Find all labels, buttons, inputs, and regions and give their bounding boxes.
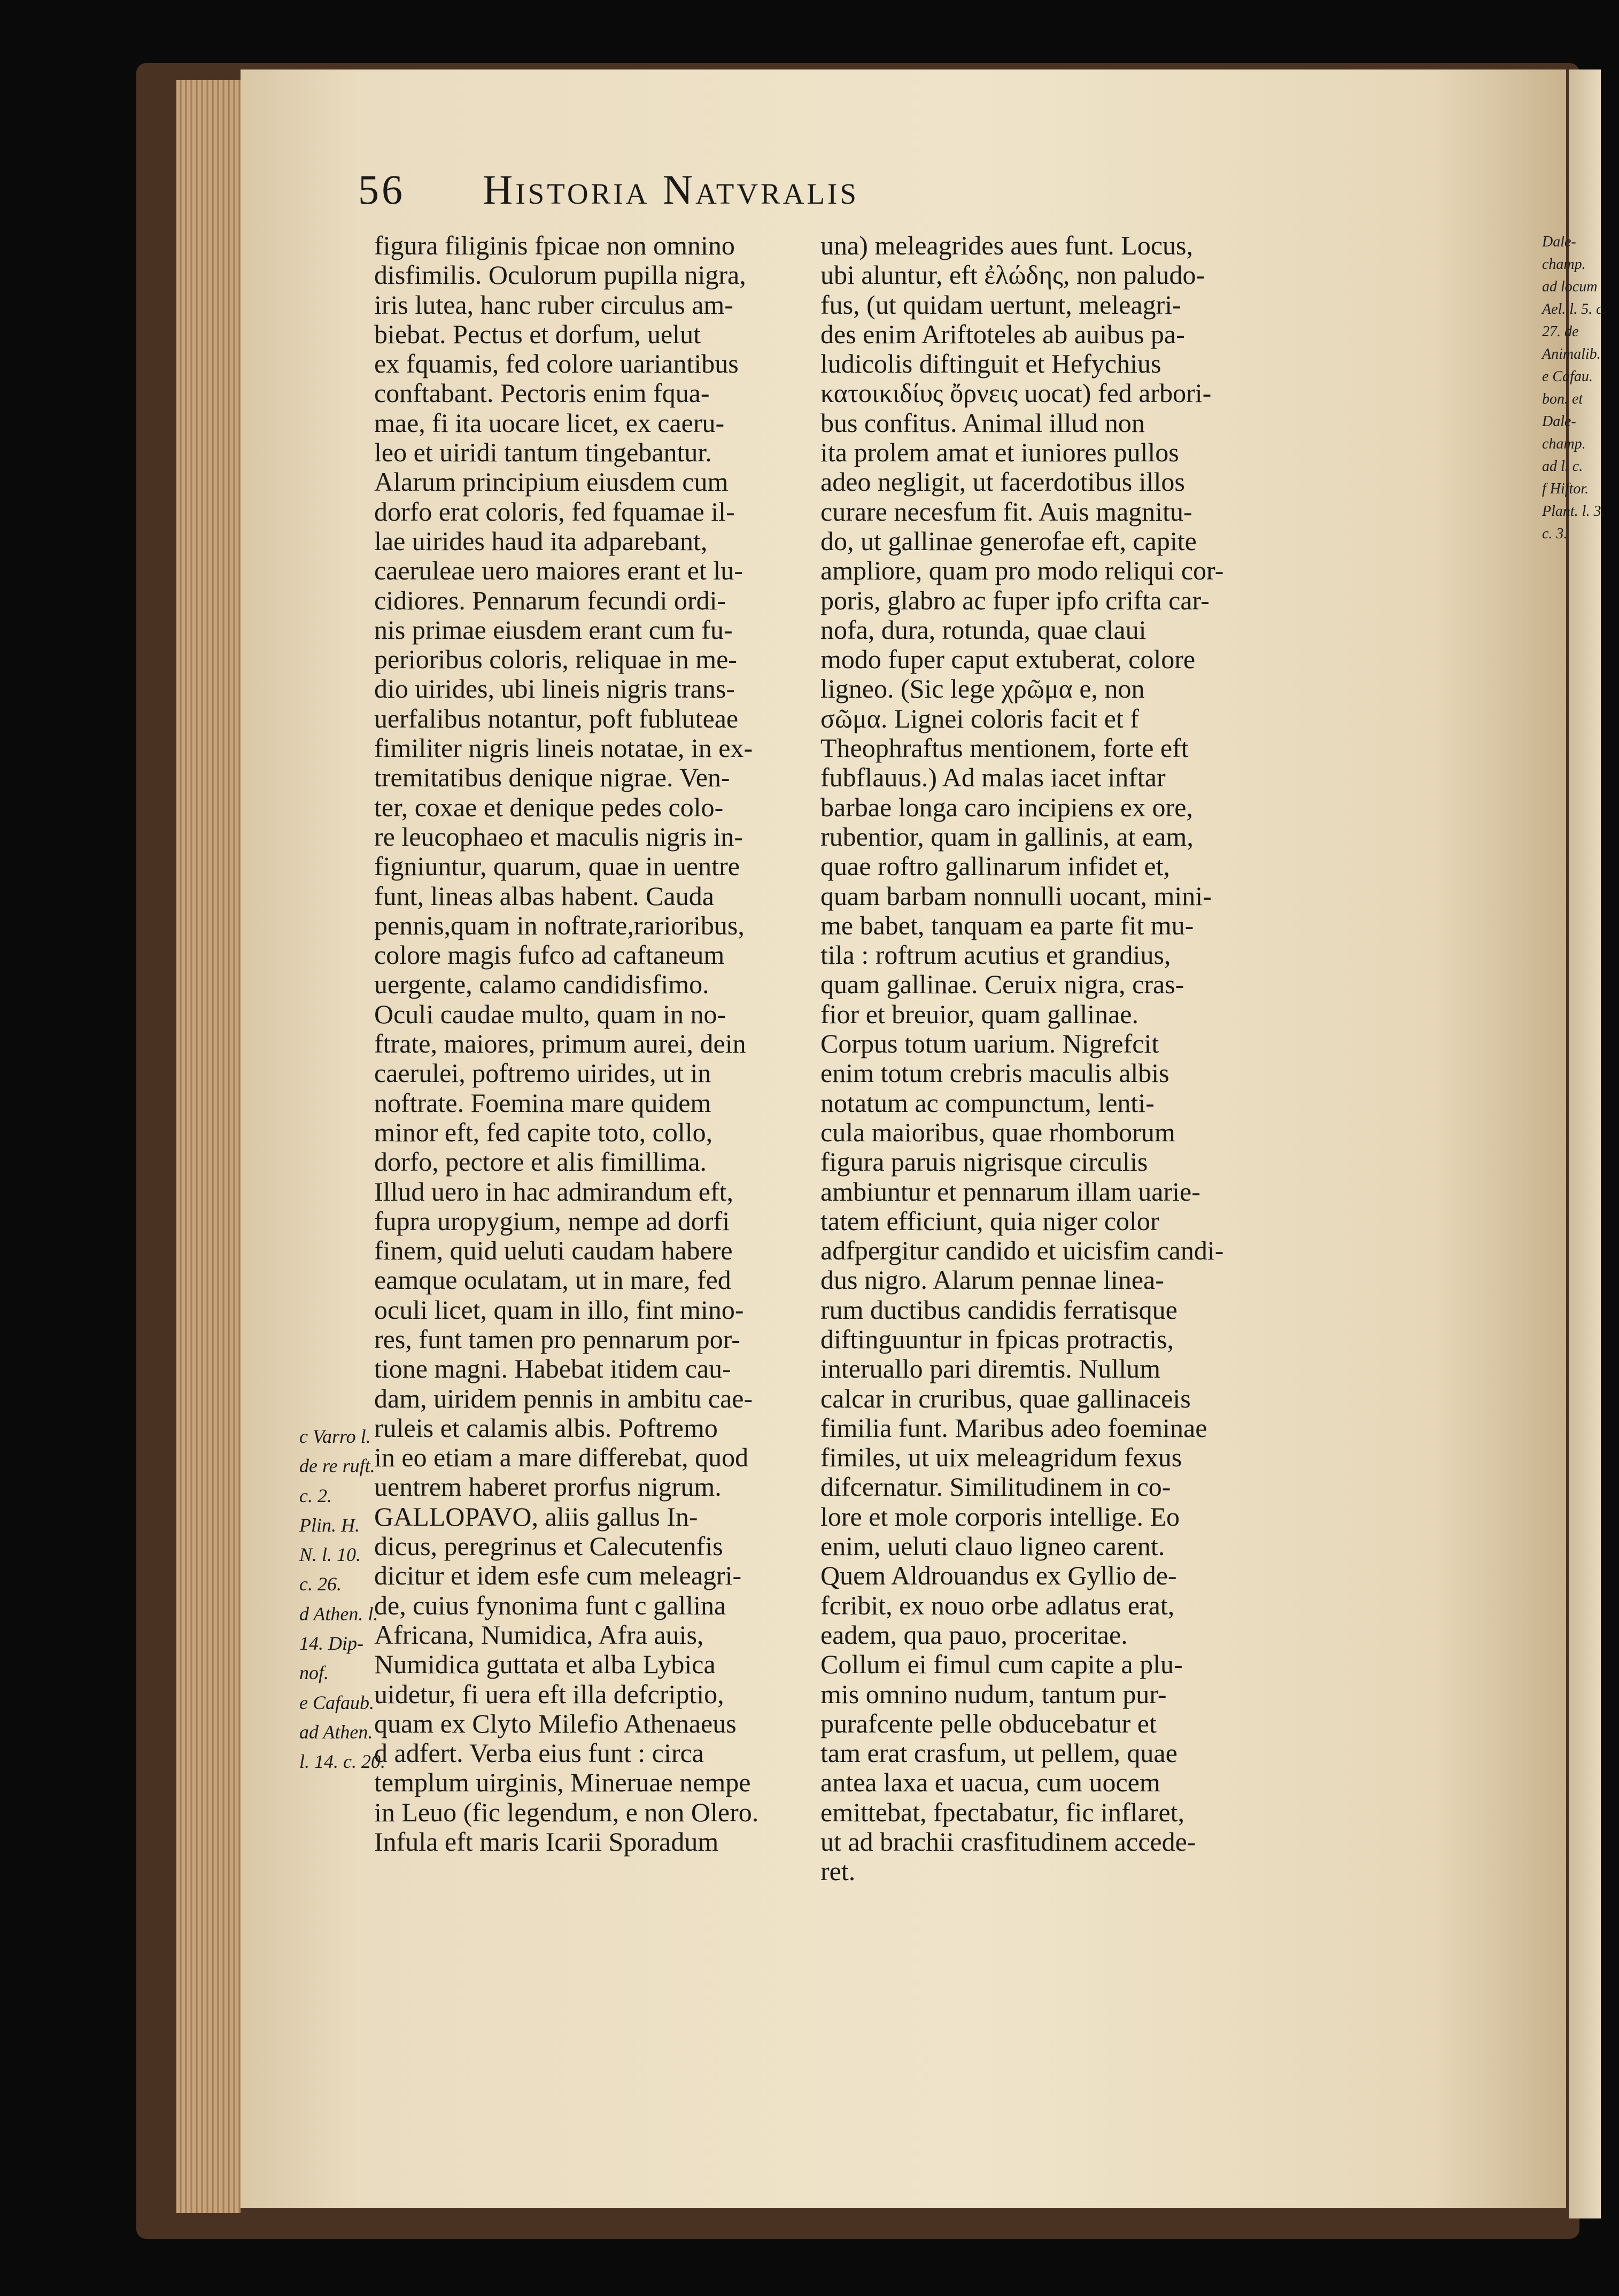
margin-note: de re ruft. bbox=[299, 1455, 375, 1477]
text-line: ruleis et calamis albis. Poftremo bbox=[374, 1412, 718, 1443]
text-line: re leucophaeo et maculis nigris in- bbox=[374, 821, 743, 852]
text-line: figura paruis nigrisque circulis bbox=[820, 1147, 1148, 1177]
text-line: quae roftro gallinarum infidet et, bbox=[820, 851, 1170, 882]
text-line: diftinguuntur in fpicas protractis, bbox=[820, 1324, 1174, 1354]
text-line: fimilia funt. Maribus adeo foeminae bbox=[820, 1412, 1207, 1443]
text-line: Theophraftus mentionem, forte eft bbox=[820, 733, 1189, 763]
text-column-left bbox=[374, 231, 861, 1857]
margin-notes-left bbox=[299, 1422, 390, 1777]
text-line: nis primae eiusdem erant cum fu- bbox=[374, 614, 733, 645]
text-line: noftrate. Foemina mare quidem bbox=[374, 1087, 711, 1118]
text-line: tremitatibus denique nigrae. Ven- bbox=[374, 762, 730, 793]
text-line: dam, uiridem pennis in ambitu cae- bbox=[374, 1383, 753, 1413]
text-line: tatem efficiunt, quia niger color bbox=[820, 1205, 1159, 1236]
margin-note: Plin. H. bbox=[299, 1514, 360, 1536]
text-line: difcernatur. Similitudinem in co- bbox=[820, 1472, 1171, 1502]
margin-note: c. 2. bbox=[299, 1485, 332, 1506]
text-line: tam erat crasfum, ut pellem, quae bbox=[820, 1738, 1178, 1768]
margin-note: nof. bbox=[299, 1662, 329, 1684]
text-line: κατοικιδίυς ὄρνεις uocat) fed arbori- bbox=[820, 378, 1212, 408]
text-line: in eo etiam a mare differebat, quod bbox=[374, 1442, 749, 1473]
margin-note: 27. de bbox=[1542, 323, 1579, 340]
text-line: finem, quid ueluti caudam habere bbox=[374, 1235, 733, 1266]
text-line: Corpus totum uarium. Nigrefcit bbox=[820, 1029, 1159, 1059]
text-line: pennis,quam in noftrate,rarioribus, bbox=[374, 910, 745, 940]
text-line: funt, lineas albas habent. Cauda bbox=[374, 880, 714, 911]
text-line: fubflauus.) Ad malas iacet inftar bbox=[820, 762, 1166, 793]
text-line: templum uirginis, Mineruae nempe bbox=[374, 1767, 751, 1798]
text-line: figura filiginis fpicae non omnino bbox=[374, 230, 735, 260]
text-line: Oculi caudae multo, quam in no- bbox=[374, 999, 726, 1029]
text-line: una) meleagrides aues funt. Locus, bbox=[820, 230, 1193, 260]
text-line: enim, ueluti clauo ligneo carent. bbox=[820, 1531, 1165, 1561]
text-line: fupra uropygium, nempe ad dorfi bbox=[374, 1205, 730, 1236]
text-line: des enim Ariftoteles ab auibus pa- bbox=[820, 319, 1185, 349]
margin-note: Animalib. bbox=[1542, 346, 1601, 362]
text-line: cidiores. Pennarum fecundi ordi- bbox=[374, 585, 726, 615]
text-line: ret. bbox=[820, 1856, 856, 1887]
text-line: Africana, Numidica, Afra auis, bbox=[374, 1619, 704, 1650]
text-line: caeruleae uero maiores erant et lu- bbox=[374, 555, 743, 586]
text-line: lae uirides haud ita adparebant, bbox=[374, 525, 708, 556]
text-line: quam barbam nonnulli uocant, mini- bbox=[820, 880, 1212, 911]
text-line: Alarum principium eiusdem cum bbox=[374, 467, 729, 497]
margin-note: c Varro l. bbox=[299, 1426, 371, 1447]
text-line: Infula eft maris Icarii Sporadum bbox=[374, 1827, 719, 1857]
text-line: fus, (ut quidam uertunt, meleagri- bbox=[820, 289, 1181, 320]
text-line: fimiliter nigris lineis notatae, in ex- bbox=[374, 733, 753, 763]
margin-note: ad Athen. bbox=[299, 1721, 373, 1743]
margin-note: d Athen. l. bbox=[299, 1603, 378, 1625]
text-line: caerulei, poftremo uirides, ut in bbox=[374, 1058, 711, 1088]
text-line: Illud uero in hac admirandum eft, bbox=[374, 1176, 733, 1207]
text-line: dio uirides, ubi lineis nigris trans- bbox=[374, 674, 735, 704]
text-line: interuallo pari diremtis. Nullum bbox=[820, 1354, 1160, 1384]
text-line: in Leuo (fic legendum, e non Olero. bbox=[374, 1797, 759, 1827]
text-line: rum ductibus candidis ferratisque bbox=[820, 1294, 1178, 1325]
margin-note: l. 14. c. 20. bbox=[299, 1751, 385, 1773]
text-line: tione magni. Habebat itidem cau- bbox=[374, 1354, 731, 1384]
text-line: Collum ei fimul cum capite a plu- bbox=[820, 1649, 1183, 1680]
margin-note: c. 3. bbox=[1542, 525, 1568, 542]
text-line: uergente, calamo candidisfimo. bbox=[374, 969, 709, 1000]
text-line: mae, fi ita uocare licet, ex caeru- bbox=[374, 407, 725, 438]
margin-note: Dale- bbox=[1542, 234, 1576, 250]
text-line: rubentior, quam in gallinis, at eam, bbox=[820, 821, 1194, 852]
text-column-right bbox=[820, 231, 1539, 1887]
text-line: eamque oculatam, ut in mare, fed bbox=[374, 1265, 731, 1295]
margin-note: Plant. l. 3. bbox=[1542, 503, 1605, 520]
text-line: fimiles, ut uix meleagridum fexus bbox=[820, 1442, 1182, 1473]
text-line: uidetur, fi uera eft illa defcriptio, bbox=[374, 1679, 724, 1709]
text-line: tila : roftrum acutius et grandius, bbox=[820, 940, 1171, 970]
text-line: dus nigro. Alarum pennae linea- bbox=[820, 1265, 1164, 1295]
text-line: fior et breuior, quam gallinae. bbox=[820, 999, 1138, 1029]
text-line: quam ex Clyto Milefio Athenaeus bbox=[374, 1708, 737, 1738]
margin-note: N. l. 10. bbox=[299, 1544, 361, 1566]
text-line: ita prolem amat et iuniores pullos bbox=[820, 437, 1179, 468]
margin-note: 14. Dip- bbox=[299, 1633, 363, 1655]
text-line: ftrate, maiores, primum aurei, dein bbox=[374, 1029, 746, 1059]
text-line: dicus, peregrinus et Calecutenfis bbox=[374, 1531, 723, 1561]
margin-notes-right bbox=[1542, 231, 1607, 545]
text-line: res, funt tamen pro pennarum por- bbox=[374, 1324, 740, 1354]
text-line: adfpergitur candido et uicisfim candi- bbox=[820, 1235, 1224, 1266]
text-line: dicitur et idem esfe cum meleagri- bbox=[374, 1560, 742, 1591]
text-line: calcar in cruribus, quae gallinaceis bbox=[820, 1383, 1191, 1413]
page-edges bbox=[176, 80, 241, 2213]
text-line: curare necesfum fit. Auis magnitu- bbox=[820, 496, 1192, 527]
text-line: σῶμα. Lignei coloris facit et f bbox=[820, 703, 1140, 733]
text-line: Numidica guttata et alba Lybica bbox=[374, 1649, 716, 1680]
margin-note: ad locum bbox=[1542, 279, 1598, 295]
text-line: biebat. Pectus et dorfum, uelut bbox=[374, 319, 701, 349]
text-line: conftabant. Pectoris enim fqua- bbox=[374, 378, 710, 408]
text-line: dorfo erat coloris, fed fquamae il- bbox=[374, 496, 735, 527]
text-line: perioribus coloris, reliquae in me- bbox=[374, 644, 737, 675]
text-line: emittebat, fpectabatur, fic inflaret, bbox=[820, 1797, 1184, 1827]
text-line: Quem Aldrouandus ex Gyllio de- bbox=[820, 1560, 1177, 1591]
text-line: bus confitus. Animal illud non bbox=[820, 407, 1145, 438]
text-line: ludicolis diftinguit et Hefychius bbox=[820, 349, 1161, 379]
text-line: poris, glabro ac fuper ipfo crifta car- bbox=[820, 585, 1210, 615]
text-line: adeo negligit, ut facerdotibus illos bbox=[820, 467, 1185, 497]
text-line: mis omnino nudum, tantum pur- bbox=[820, 1679, 1167, 1709]
page-title: Historia Natvralis bbox=[483, 166, 859, 213]
text-line: uentrem haberet prorfus nigrum. bbox=[374, 1472, 722, 1502]
text-line: ambiuntur et pennarum illam uarie- bbox=[820, 1176, 1200, 1207]
text-line: nofa, dura, rotunda, quae claui bbox=[820, 614, 1147, 645]
margin-note: champ. bbox=[1542, 436, 1586, 452]
text-line: d adfert. Verba eius funt : circa bbox=[374, 1738, 704, 1768]
text-line: figniuntur, quarum, quae in uentre bbox=[374, 851, 740, 882]
text-line: ex fquamis, fed colore uariantibus bbox=[374, 349, 739, 379]
margin-note: bon. et bbox=[1542, 391, 1583, 407]
margin-note: e Cafaub. bbox=[299, 1691, 374, 1713]
text-line: do, ut gallinae generofae eft, capite bbox=[820, 525, 1197, 556]
text-line: leo et uiridi tantum tingebantur. bbox=[374, 437, 712, 468]
text-line: colore magis fufco ad caftaneum bbox=[374, 940, 725, 970]
text-line: notatum ac compunctum, lenti- bbox=[820, 1087, 1155, 1118]
text-line: dorfo, pectore et alis fimillima. bbox=[374, 1147, 707, 1177]
text-line: GALLOPAVO, aliis gallus In- bbox=[374, 1501, 698, 1532]
text-line: purafcente pelle obducebatur et bbox=[820, 1708, 1157, 1738]
margin-note: ad l. c. bbox=[1542, 458, 1583, 475]
text-line: disfimilis. Oculorum pupilla nigra, bbox=[374, 260, 746, 290]
margin-note: c. 26. bbox=[299, 1573, 342, 1595]
text-line: antea laxa et uacua, cum uocem bbox=[820, 1767, 1160, 1798]
text-line: cula maioribus, quae rhomborum bbox=[820, 1117, 1175, 1147]
text-line: iris lutea, hanc ruber circulus am- bbox=[374, 289, 733, 320]
margin-note: Dale- bbox=[1542, 413, 1576, 430]
text-line: minor eft, fed capite toto, collo, bbox=[374, 1117, 713, 1147]
text-line: barbae longa caro incipiens ex ore, bbox=[820, 792, 1193, 822]
page-number: 56 bbox=[358, 166, 405, 213]
text-line: quam gallinae. Ceruix nigra, cras- bbox=[820, 969, 1184, 1000]
text-line: fcribit, ex nouo orbe adlatus erat, bbox=[820, 1590, 1175, 1620]
margin-note: e Cafau. bbox=[1542, 368, 1593, 385]
text-line: de, cuius fynonima funt c gallina bbox=[374, 1590, 726, 1620]
text-line: eadem, qua pauo, proceritae. bbox=[820, 1619, 1128, 1650]
text-line: me babet, tanquam ea parte fit mu- bbox=[820, 910, 1194, 940]
text-line: uerfalibus notantur, poft fubluteae bbox=[374, 703, 739, 733]
text-line: modo fuper caput extuberat, colore bbox=[820, 644, 1196, 675]
text-line: ampliore, quam pro modo reliqui cor- bbox=[820, 555, 1224, 586]
text-line: ubi aluntur, eft ἐλώδης, non paludo- bbox=[820, 260, 1205, 290]
margin-note: f Hiftor. bbox=[1542, 481, 1589, 497]
text-line: ter, coxae et denique pedes colo- bbox=[374, 792, 724, 822]
text-line: oculi licet, quam in illo, fint mino- bbox=[374, 1294, 744, 1325]
margin-note: Ael. l. 5. c. bbox=[1542, 301, 1607, 318]
text-line: ligneo. (Sic lege χρῶμα e, non bbox=[820, 674, 1145, 704]
text-line: ut ad brachii crasfitudinem accede- bbox=[820, 1827, 1196, 1857]
text-line: lore et mole corporis intellige. Eo bbox=[820, 1501, 1180, 1532]
text-line: enim totum crebris maculis albis bbox=[820, 1058, 1169, 1088]
margin-note: champ. bbox=[1542, 256, 1586, 273]
